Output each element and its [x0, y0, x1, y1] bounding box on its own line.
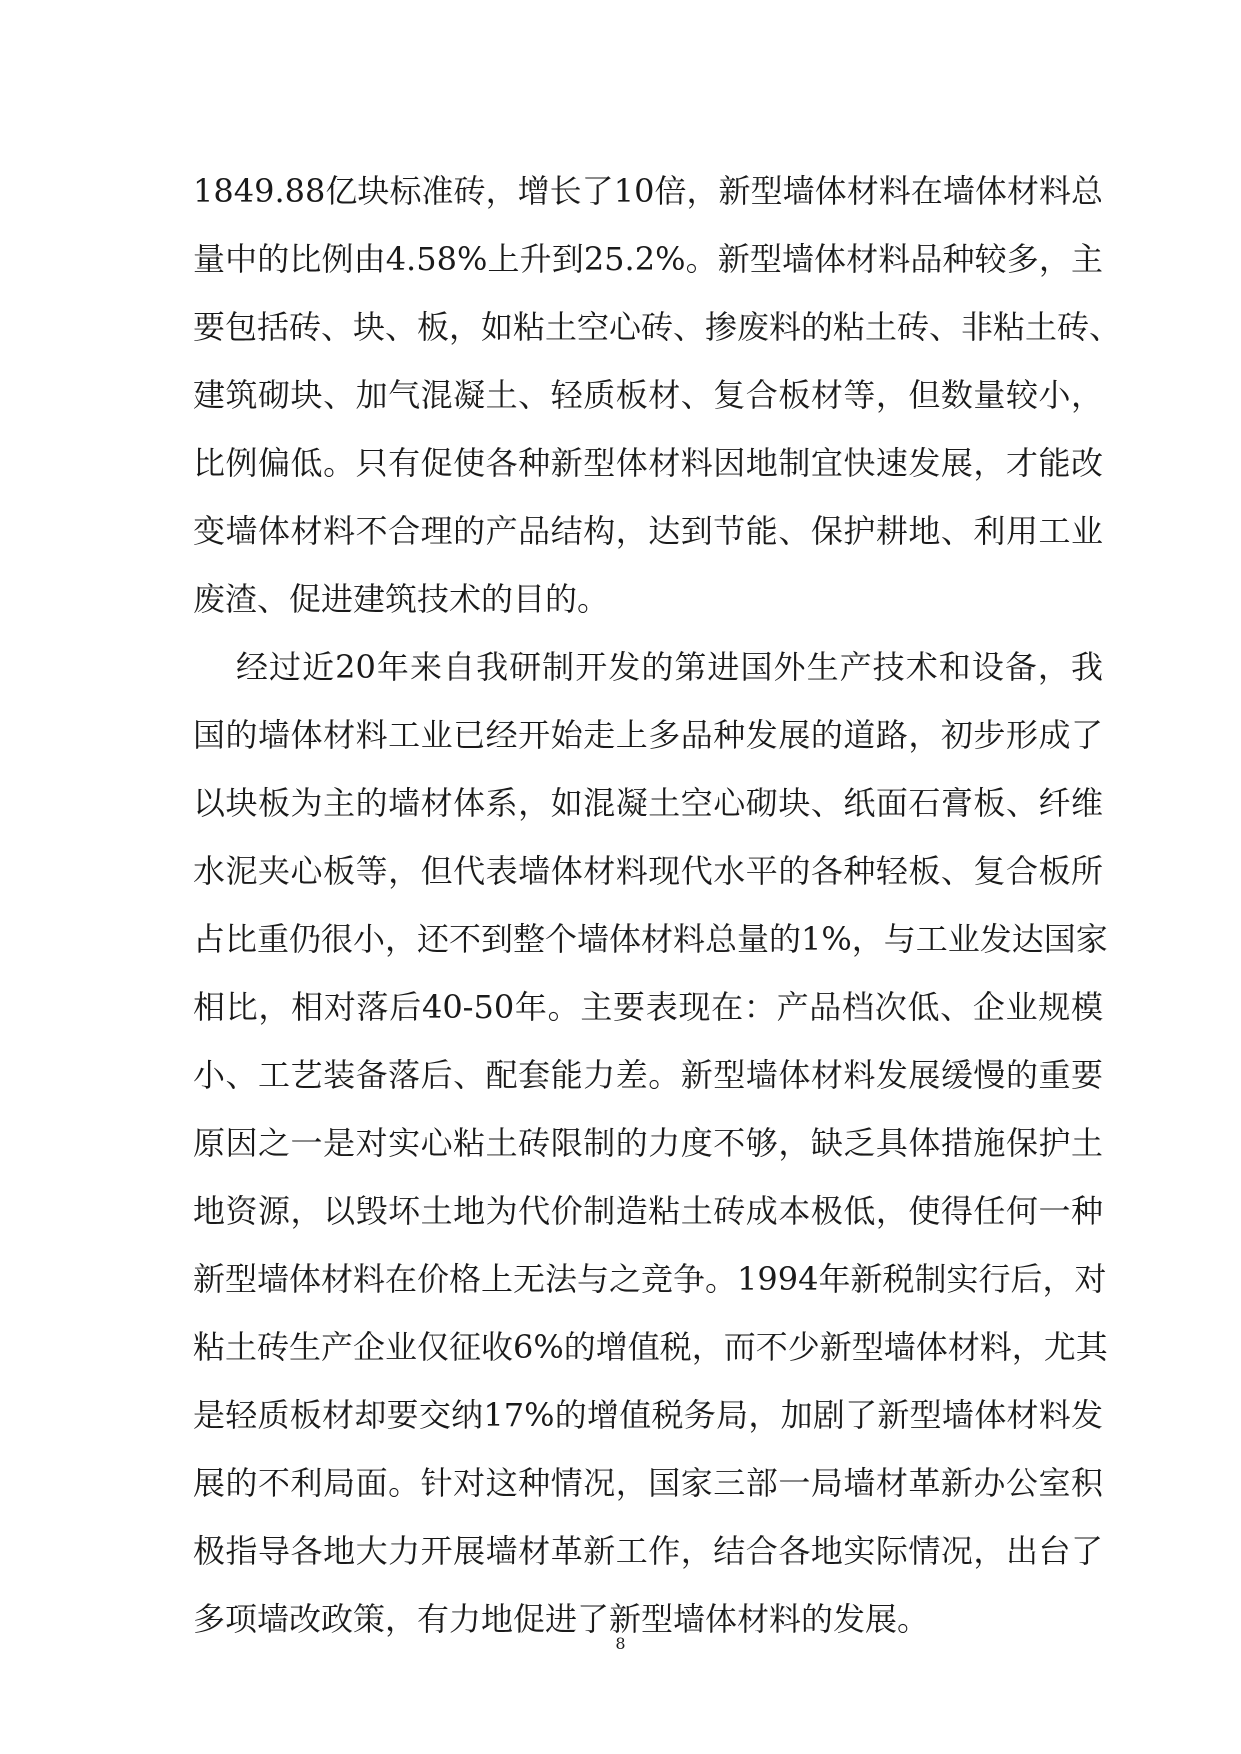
- paragraph-1-line-3: 要包括砖、块、板，如粘土空心砖、掺废料的粘土砖、非粘土砖、: [193, 308, 1122, 346]
- paragraph-2-line-10: 新型墙体材料在价格上无法与之竞争。1994年新税制实行后，对: [193, 1260, 1107, 1298]
- paragraph-2-line-1: 经过近20年来自我研制开发的第进国外生产技术和设备，我: [236, 648, 1103, 686]
- paragraph-1-line-2: 量中的比例由4.58%上升到25.2%。新型墙体材料品种较多，主: [193, 240, 1103, 278]
- paragraph-2-line-11: 粘土砖生产企业仅征收6%的增值税，而不少新型墙体材料，尤其: [193, 1328, 1108, 1366]
- page-number: 8: [615, 1634, 626, 1653]
- paragraph-1-line-6: 变墙体材料不合理的产品结构，达到节能、保护耕地、利用工业: [193, 512, 1103, 550]
- paragraph-2-line-3: 以块板为主的墙材体系，如混凝土空心砌块、纸面石膏板、纤维: [193, 784, 1103, 822]
- paragraph-2-line-2: 国的墙体材料工业已经开始走上多品种发展的道路，初步形成了: [193, 716, 1103, 754]
- paragraph-2-line-9: 地资源，以毁坏土地为代价制造粘土砖成本极低，使得任何一种: [193, 1192, 1103, 1230]
- paragraph-2-line-14: 极指导各地大力开展墙材革新工作，结合各地实际情况，出台了: [193, 1532, 1103, 1570]
- paragraph-2-line-7: 小、工艺装备落后、配套能力差。新型墙体材料发展缓慢的重要: [193, 1056, 1103, 1094]
- paragraph-2-line-5: 占比重仍很小，还不到整个墙体材料总量的1%，与工业发达国家: [193, 920, 1108, 958]
- paragraph-2-line-4: 水泥夹心板等，但代表墙体材料现代水平的各种轻板、复合板所: [193, 852, 1103, 890]
- paragraph-2-line-13: 展的不利局面。针对这种情况，国家三部一局墙材革新办公室积: [193, 1464, 1103, 1502]
- paragraph-2-line-15: 多项墙改政策，有力地促进了新型墙体材料的发展。: [193, 1600, 930, 1638]
- paragraph-1-line-7: 废渣、促进建筑技术的目的。: [193, 580, 610, 618]
- paragraph-2-line-12: 是轻质板材却要交纳17%的增值税务局，加剧了新型墙体材料发: [193, 1396, 1103, 1434]
- paragraph-1-line-5: 比例偏低。只有促使各种新型体材料因地制宜快速发展，才能改: [193, 444, 1103, 482]
- paragraph-1-line-4: 建筑砌块、加气混凝土、轻质板材、复合板材等，但数量较小，: [193, 376, 1103, 414]
- paragraph-2-line-6: 相比，相对落后40-50年。主要表现在：产品档次低、企业规模: [193, 988, 1103, 1026]
- paragraph-1-line-1: 1849.88亿块标准砖，增长了10倍，新型墙体材料在墙体材料总: [193, 172, 1103, 210]
- paragraph-2-line-8: 原因之一是对实心粘土砖限制的力度不够，缺乏具体措施保护土: [193, 1124, 1103, 1162]
